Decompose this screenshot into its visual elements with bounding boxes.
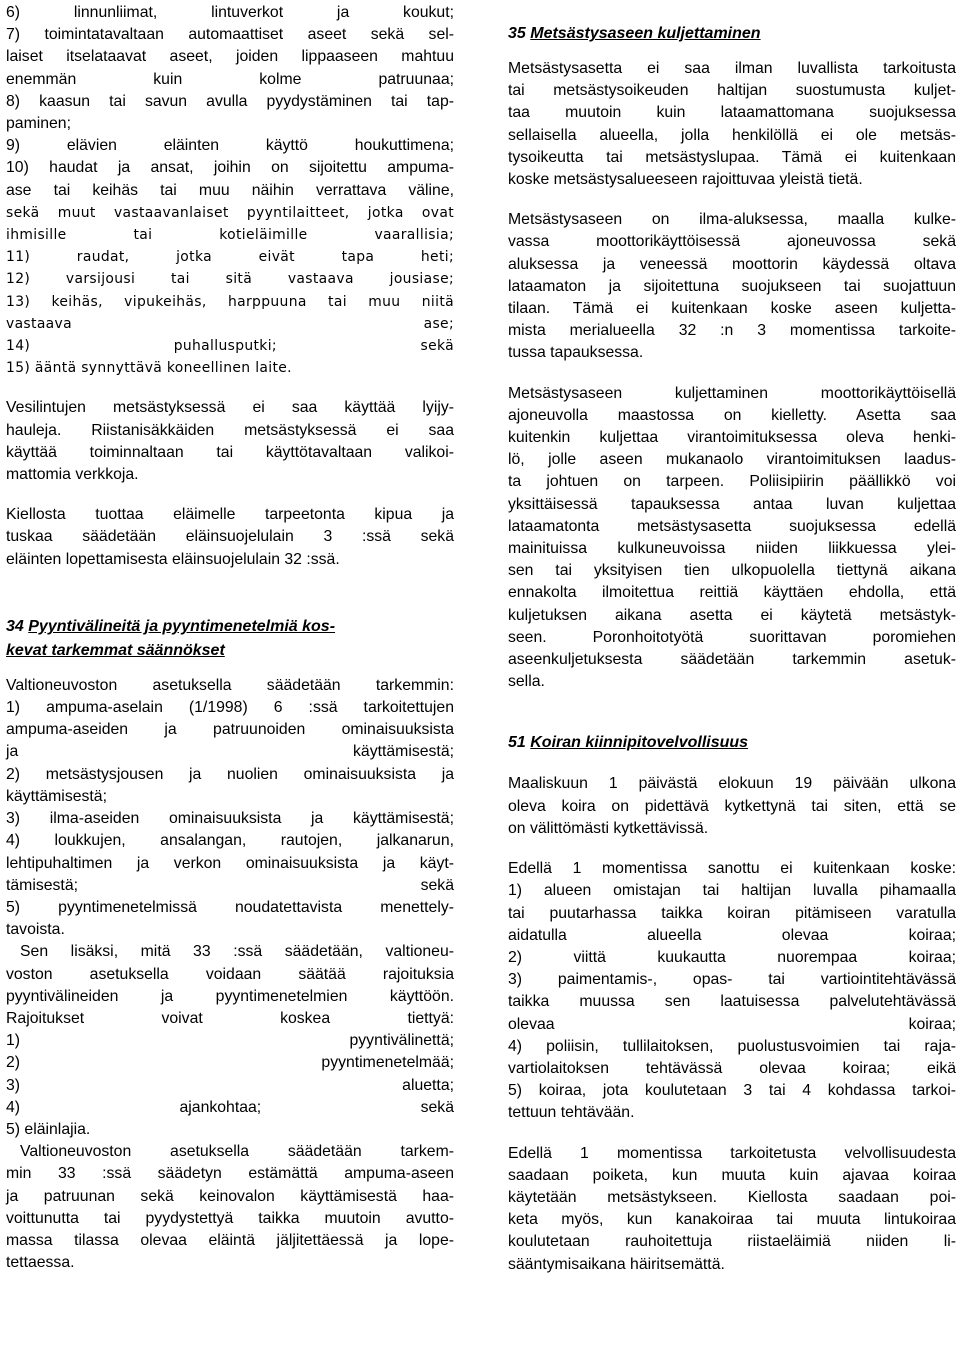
text-line: lataamaton ja sijoitettuna suojukseen tai suojattuun — [508, 277, 956, 295]
text-line: Metsästysaseen on ilma-aluksessa, maalla kulke- — [508, 211, 956, 229]
text-line: tettuun tehtävään. — [508, 1104, 635, 1122]
text-line: tai puutarhassa taikka koiran pitämiseen varatulla — [508, 904, 956, 922]
text-line: tussa tapauksessa. — [508, 344, 644, 362]
leash-paragraph-1 — [508, 773, 956, 840]
text-line: lataamatonta metsästysasetta suojuksessa edellä — [508, 517, 956, 535]
text-line: 6) linnunliimat, lintuverkot ja koukut; — [6, 4, 454, 21]
text-line: ja patruunan sekä keinovalon käyttämisestä haa- — [6, 1187, 454, 1205]
text-line: eläinten lopettamisesta eläinsuojelulain 32 :ssä. — [6, 550, 340, 568]
text-line: vassa moottorikäyttöisessä ajoneuvossa sekä — [508, 233, 956, 251]
section-35-heading — [508, 22, 956, 46]
text-line: Valtioneuvoston asetuksella säädetään tarkem- — [20, 1143, 454, 1161]
text-line: on välittömästi kytkettävissä. — [508, 819, 709, 837]
tracking-paragraph — [6, 1141, 454, 1274]
text-line: ihmisille tai kotieläimille vaarallisia; — [6, 227, 454, 244]
text-line: sääntymisaikana häiritsemättä. — [508, 1255, 725, 1273]
leash-exceptions-list — [508, 858, 956, 1124]
text-line: 13) keihäs, vipukeihäs, harppuuna tai muu niitä — [6, 293, 454, 310]
text-line: 3) ilma-aseiden ominaisuuksista ja käyttämisestä; — [6, 810, 454, 828]
text-line: taa muutoin kuin lataamattomana suojuksessa — [508, 104, 956, 122]
section-51-heading — [508, 731, 956, 755]
text-line: käyttää toiminnaltaan tai käyttötavaltaan valikoi- — [6, 443, 454, 461]
section-title: Metsästysaseen kuljettaminen — [530, 25, 761, 42]
text-line: tämisestä; sekä — [6, 876, 454, 894]
text-line: 1) ampuma-aselain (1/1998) 6 :ssä tarkoitettujen — [6, 699, 454, 717]
text-line: sellaisella alueella, jolla henkilöllä ei ole metsäs- — [508, 126, 956, 144]
section-number: 51 — [508, 734, 526, 752]
text-line: 3) paimentamis-, opas- tai vartiointitehtävässä — [508, 971, 956, 989]
text-line: sen tai yksityisen tien ulkopuolella tiettynä aikana — [508, 562, 956, 580]
transport-paragraph-3 — [508, 383, 956, 694]
restrictions-paragraph — [6, 941, 454, 1141]
text-line: olevaa koiraa; — [508, 1015, 956, 1033]
text-line: 4) ajankohtaa; sekä — [6, 1098, 454, 1116]
text-line: 5) pyyntimenetelmissä noudatettavista menettely- — [6, 898, 454, 916]
text-line: hauleja. Riistanisäkkäiden metsästyksessä ei saa — [6, 421, 454, 439]
right-column — [508, 22, 956, 1276]
text-line: voittunutta tai pyydystettyä taikka muutoin avutto- — [6, 1209, 454, 1227]
transport-paragraph-1 — [508, 58, 956, 191]
text-line: 5) eläinlajia. — [6, 1120, 91, 1138]
text-line: käyttämisestä; — [6, 787, 107, 805]
text-line: pyyntivälineiden ja pyyntimenetelmien käyttöön. — [6, 987, 454, 1005]
text-line: tuskaa säädetään eläinsuojelulain 3 :ssä sekä — [6, 528, 454, 546]
leash-paragraph-3 — [508, 1143, 956, 1276]
section-title: Koiran kiinnipitovelvollisuus — [530, 734, 749, 752]
text-line: tettaessa. — [6, 1254, 75, 1272]
lead-shot-paragraph — [6, 397, 454, 486]
text-line: 10) haudat ja ansat, joihin on sijoitettu ampuma- — [6, 159, 454, 177]
text-line: min 33 :ssä säädetyn estämättä ampuma-aseen — [6, 1165, 454, 1183]
text-line: Sen lisäksi, mitä 33 :ssä säädetään, valtioneu- — [20, 943, 454, 961]
text-line: kuljetuksen aikana asetta ei käytetä metsästyk- — [508, 606, 956, 624]
text-line: ase tai keihäs tai muu näihin verrattava väline, — [6, 181, 454, 199]
text-line: 2) metsästysjousen ja nuolien ominaisuuksista ja — [6, 765, 454, 783]
text-line: Edellä 1 momentissa tarkoitetusta velvollisuudesta — [508, 1144, 956, 1162]
text-line: ajoneuvolla maastossa on kielletty. Asetta saa — [508, 406, 956, 424]
section-title: Pyyntivälineitä ja pyyntimenetelmiä kos- — [28, 617, 336, 635]
text-line: aidatulla alueella olevaa koiraa; — [508, 926, 956, 944]
text-line: Metsästysasetta ei saa ilman luvallista tarkoitusta — [508, 60, 956, 77]
section-number: 34 — [6, 617, 24, 635]
text-line: koske metsästysalueeseen rajoittuvaa yleistä tietä. — [508, 171, 863, 189]
text-line: 11) raudat, jotka eivät tapa heti; — [6, 249, 454, 266]
text-line: Kiellosta tuottaa eläimelle tarpeetonta kipua ja — [6, 506, 454, 524]
text-line: laiset itselataavat aseet, joiden lippaaseen mahtuu — [6, 48, 454, 66]
text-line: keta myös, kun kanakoiraa tai muuta lintukoiraa — [508, 1211, 956, 1229]
text-line: 14) puhallusputki; sekä — [6, 338, 454, 355]
prohibited-means-list — [6, 2, 454, 379]
text-line: 4) poliisin, tullilaitoksen, puolustusvoimien tai raja- — [508, 1037, 956, 1055]
text-line: voston asetuksella voidaan säätää rajoituksia — [6, 965, 454, 983]
transport-paragraph-2 — [508, 209, 956, 364]
text-line: koulutetaan rauhoitettuja riistaeläimiä niiden li- — [508, 1233, 956, 1251]
left-column — [6, 2, 454, 1274]
text-line: seen. Poronhoitotyötä suorittavan poromiehen — [508, 628, 956, 646]
text-line: tilaan. Tämä ei kuitenkaan koske aseen kuljetta- — [508, 300, 956, 318]
text-line: mainituissa kulkuneuvoissa niiden liikkuessa ylei- — [508, 540, 956, 558]
text-line: mattomia verkkoja. — [6, 466, 139, 484]
text-line: ja käyttämisestä; — [6, 743, 454, 761]
text-line: aseenkuljetuksesta säädetään tarkemmin asetuk- — [508, 651, 956, 669]
decree-regulations-list — [6, 675, 454, 941]
text-line: oleva koira on pidettävä kytkettynä tai siten, että se — [508, 797, 956, 815]
text-line: sekä muut vastaavanlaiset pyyntilaitteet, jotka ovat — [6, 204, 454, 221]
text-line: 4) loukkujen, ansalangan, rautojen, jalkanarun, — [6, 832, 454, 850]
text-line: vastaava ase; — [6, 315, 454, 332]
text-line: 5) koiraa, jota koulutetaan 3 tai 4 kohdassa tarkoi- — [508, 1082, 956, 1100]
text-line: tavoista. — [6, 921, 65, 939]
text-line: mista merialueella 32 :n 3 momentissa tarkoite- — [508, 322, 956, 340]
text-line: Metsästysaseen kuljettaminen moottorikäyttöisellä — [508, 384, 956, 402]
section-34-heading — [6, 615, 454, 663]
text-line: ampuma-aseiden ja patruunoiden ominaisuuksista — [6, 721, 454, 739]
text-line: tai metsästysoikeuden haltijan suostumusta kuljet- — [508, 82, 956, 100]
text-line: Vesilintujen metsästyksessä ei saa käyttää lyijy- — [6, 399, 454, 417]
text-line: 1) alueen omistajan tai haltijan luvalla pihamaalla — [508, 882, 956, 900]
text-line: 8) kaasun tai savun avulla pyydystäminen tai tap- — [6, 92, 454, 110]
text-line: kuitenkin kuljettaa virantoimituksessa oleva henki- — [508, 429, 956, 447]
text-line: taikka muussa sen laatuisessa palvelutehtävässä — [508, 993, 956, 1011]
text-line: lehtipuhaltimen ja verkon ominaisuuksista ja käyt- — [6, 854, 454, 872]
text-line: lö, jolle aseen mukanaolo virantoimituksen laadus- — [508, 451, 956, 469]
text-line: ta johtuen on tarpeen. Poliisipiirin päällikkö voi — [508, 473, 956, 491]
text-line: Maaliskuun 1 päivästä elokuun 19 päivään ulkona — [508, 775, 956, 793]
text-line: paminen; — [6, 115, 71, 133]
text-line: vartiolaitoksen tehtävässä olevaa koiraa; eikä — [508, 1059, 956, 1077]
section-number: 35 — [508, 25, 526, 42]
text-line: massa tilassa olevaa eläintä jäljitettäessä ja lope- — [6, 1231, 454, 1249]
text-line: 15) ääntä synnyttävä koneellinen laite. — [6, 360, 292, 377]
text-line: 2) pyyntimenetelmää; — [6, 1054, 454, 1072]
text-line: Valtioneuvoston asetuksella säädetään tarkemmin: — [6, 676, 454, 694]
text-line: saadaan poiketa, kun muuta kuin ajavaa koiraa — [508, 1166, 956, 1184]
section-title-cont: kevat tarkemmat säännökset — [6, 641, 225, 659]
text-line: Edellä 1 momentissa sanottu ei kuitenkaan koske: — [508, 860, 956, 878]
text-line: 12) varsijousi tai sitä vastaava jousiase; — [6, 271, 454, 288]
animal-welfare-paragraph — [6, 504, 454, 571]
text-line: Rajoitukset voivat koskea tiettyä: — [6, 1009, 454, 1027]
text-line: enemmän kuin kolme patruunaa; — [6, 70, 454, 88]
text-line: yksittäisessä tapauksessa antaa luvan kuljettaa — [508, 495, 956, 513]
text-line: 1) pyyntivälinettä; — [6, 1032, 454, 1050]
text-line: käytetään metsästykseen. Kiellosta saadaan poi- — [508, 1188, 956, 1206]
text-line: aluksessa ja veneessä moottorin käydessä oltava — [508, 255, 956, 273]
text-line: 3) aluetta; — [6, 1076, 454, 1094]
text-line: sella. — [508, 673, 545, 691]
text-line: ennakolta ilmoitettua reittiä käyttäen ehdolla, että — [508, 584, 956, 602]
text-line: tysoikeutta tai metsästyslupaa. Tämä ei kuitenkaan — [508, 148, 956, 166]
text-line: 2) viittä kuukautta nuorempaa koiraa; — [508, 948, 956, 966]
text-line: 7) toimintatavaltaan automaattiset aseet sekä sel- — [6, 26, 454, 44]
text-line: 9) elävien eläinten käyttö houkuttimena; — [6, 137, 454, 155]
